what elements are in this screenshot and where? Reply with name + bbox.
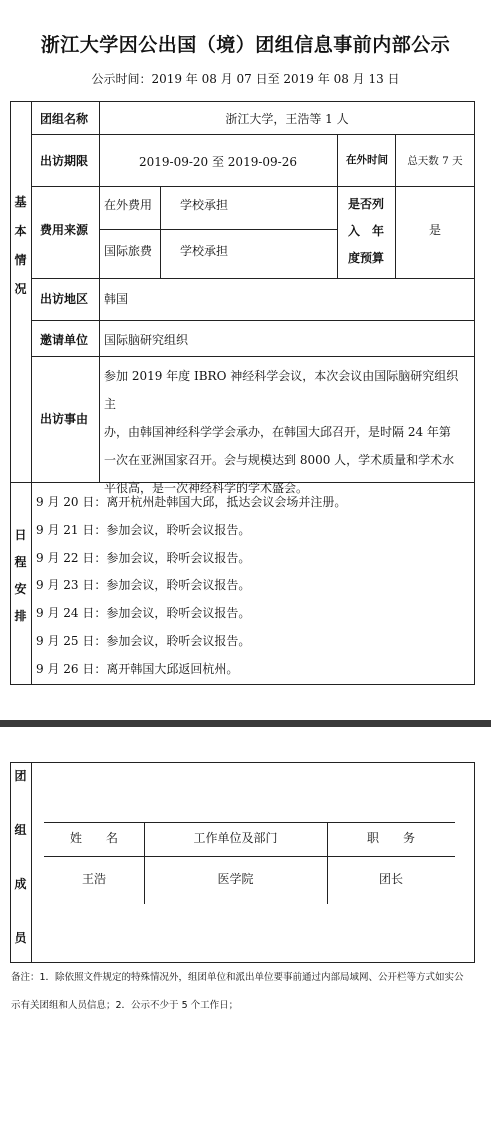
schedule-item: 9 月 25 日：参加会议，聆听会议报告。 <box>36 633 251 648</box>
schedule-item: 9 月 21 日：参加会议，聆听会议报告。 <box>36 522 251 537</box>
region-label: 出访地区 <box>40 292 89 306</box>
schedule-list <box>36 489 346 684</box>
members-table <box>10 762 475 963</box>
days-abroad-label: 在外时间 <box>346 154 388 166</box>
footnote: 备注：1．除依照文件规定的特殊情况外，组团单位和派出单位要事前通过内部局域网、公开栏等方式如实公 示有关团组和人员信息；2．公示不少于 5 个工作日； <box>11 972 464 1011</box>
schedule-item: 9 月 23 日：参加会议，聆听会议报告。 <box>36 578 251 593</box>
schedule-item: 9 月 20 日：离开杭州赴韩国大邱，抵达会议会场并注册。 <box>36 495 347 509</box>
days-abroad-value: 总天数 7 天 <box>407 155 463 167</box>
reason-label: 出访事由 <box>40 412 89 426</box>
section-label-basic: 基 本 情 况 <box>14 195 27 296</box>
visit-period-label: 出访期限 <box>40 154 89 168</box>
region-value: 韩国 <box>104 292 129 306</box>
member-name: 王浩 <box>81 872 106 886</box>
page-title: 浙江大学因公出国（境）团组信息事前内部公示 <box>40 34 451 56</box>
schedule-item: 9 月 26 日：离开韩国大邱返回杭州。 <box>36 661 239 676</box>
abroad-cost-label: 在外费用 <box>104 198 153 212</box>
members-header-name: 姓 名 <box>69 831 118 845</box>
annual-budget-value: 是 <box>428 223 441 237</box>
inviter-label: 邀请单位 <box>40 333 89 347</box>
annual-budget-label: 是否列 入 年 度预算 <box>347 197 384 265</box>
schedule-item: 9 月 22 日：参加会议，聆听会议报告。 <box>36 550 251 565</box>
group-name-value: 浙江大学，王浩等 1 人 <box>225 112 349 126</box>
travel-cost-label: 国际旅费 <box>104 244 153 258</box>
travel-cost-value: 学校承担 <box>180 244 229 258</box>
reason-text: 参加 2019 年度 IBRO 神经科学会议，本次会议由国际脑研究组织主 办，由韩国神经科学学会承办，在韩国大邱召开，是时隔 24 年第 一次在亚洲国家召开。会与规模达到 8000 人，学术质量和学术水 平很高，是一次神经科学的学术盛会。 <box>104 369 459 495</box>
section-label-members: 团 组 成 员 <box>14 769 27 945</box>
announcement-period: 公示时间：2019 年 08 月 07 日至 2019 年 08 月 13 日 <box>91 72 400 86</box>
members-header-unit: 工作单位及部门 <box>193 831 278 845</box>
member-unit: 医学院 <box>217 872 254 886</box>
group-name-label: 团组名称 <box>40 112 89 126</box>
page-break <box>0 720 491 727</box>
member-position: 团长 <box>378 872 403 886</box>
inviter-value: 国际脑研究组织 <box>104 333 189 347</box>
schedule-item: 9 月 24 日：参加会议，聆听会议报告。 <box>36 606 251 621</box>
section-label-schedule: 日 程 安 排 <box>14 528 27 623</box>
abroad-cost-value: 学校承担 <box>180 198 229 212</box>
visit-period-value: 2019-09-20 至 2019-09-26 <box>138 155 297 169</box>
members-header-position: 职 务 <box>366 831 415 845</box>
funding-label: 费用来源 <box>40 223 89 237</box>
